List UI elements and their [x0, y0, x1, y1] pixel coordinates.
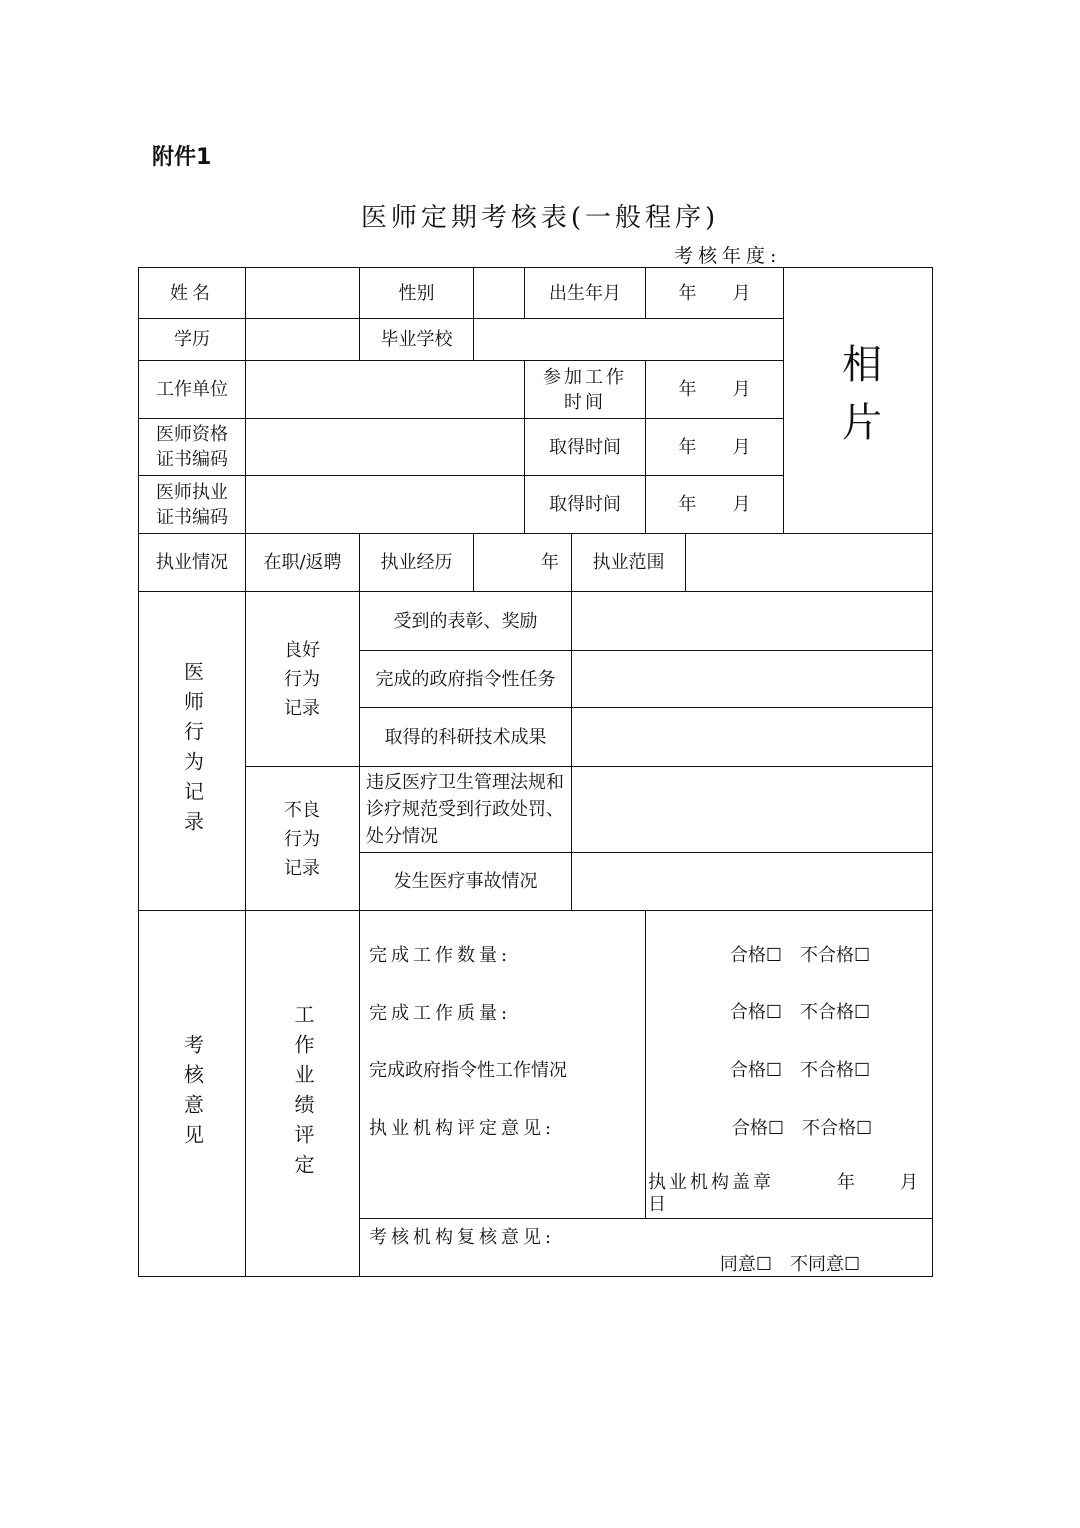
assessment-year-label: 考核年度:	[674, 245, 782, 267]
review-opinion-label: 考核机构复核意见:	[369, 1226, 556, 1248]
government-work-label: 完成政府指令性工作情况	[369, 1059, 567, 1081]
government-tasks-field[interactable]	[572, 651, 932, 707]
cert-qualification-label: 医师资格证书编码	[156, 424, 228, 470]
experience-field[interactable]: 年	[541, 552, 559, 573]
institution-seal-line: 执业机构盖章 年 月日	[648, 1172, 921, 1215]
work-start-field[interactable]: 年 月	[678, 379, 751, 400]
photo-area[interactable]	[784, 268, 932, 533]
table-line	[359, 1218, 933, 1219]
experience-label: 执业经历	[380, 552, 453, 573]
good-item-research: 取得的科研技术成果	[384, 726, 547, 748]
good-item-government-tasks: 完成的政府指令性任务	[375, 668, 556, 690]
awards-field[interactable]	[572, 592, 932, 650]
cert-qualification-field[interactable]	[246, 419, 524, 475]
school-label: 毕业学校	[380, 329, 453, 350]
birth-field[interactable]: 年 月	[678, 282, 751, 304]
assessment-section-label: 考核意见	[180, 1033, 205, 1154]
cert-practice-label: 医师执业证书编码	[156, 481, 228, 528]
photo-label: 相片	[835, 342, 882, 459]
practice-obtain-label: 取得时间	[549, 494, 621, 515]
cert-practice-field[interactable]	[246, 476, 524, 533]
review-opinion-result[interactable]: 同意☐ 不同意☐	[719, 1253, 861, 1275]
workplace-field[interactable]	[246, 361, 524, 418]
bad-item-accidents: 发生医疗事故情况	[393, 871, 538, 892]
work-quality-label: 完成工作质量:	[369, 1002, 512, 1024]
violations-field[interactable]	[572, 767, 932, 852]
work-quantity-result[interactable]: 合格☐ 不合格☐	[729, 944, 871, 966]
practice-obtain-field[interactable]: 年 月	[678, 494, 751, 515]
practice-label: 执业情况	[156, 552, 228, 573]
table-line	[645, 910, 646, 1219]
bad-record-label: 不良行为记录	[284, 799, 320, 879]
government-work-result[interactable]: 合格☐ 不合格☐	[729, 1059, 871, 1081]
good-item-awards: 受到的表彰、奖励	[393, 610, 538, 632]
education-field[interactable]	[246, 319, 359, 360]
page-title: 医师定期考核表(一般程序)	[360, 203, 720, 233]
performance-label: 工作业绩评定	[291, 1003, 315, 1184]
birth-label: 出生年月	[549, 282, 621, 304]
bad-item-violations: 违反医疗卫生管理法规和诊疗规范受到行政处罚、处分情况	[366, 772, 564, 847]
workplace-label: 工作单位	[156, 379, 228, 400]
table-line	[932, 267, 933, 1277]
research-field[interactable]	[572, 708, 932, 766]
work-quality-result[interactable]: 合格☐ 不合格☐	[729, 1001, 871, 1023]
behavior-section-label: 医师行为记录	[180, 661, 205, 841]
scope-field[interactable]	[686, 534, 932, 591]
school-field[interactable]	[474, 319, 783, 360]
gender-label: 性别	[398, 282, 435, 304]
accidents-field[interactable]	[572, 853, 932, 910]
institution-opinion-label: 执业机构评定意见:	[369, 1117, 556, 1139]
work-start-label: 参加工作时间	[543, 366, 627, 413]
qualification-obtain-label: 取得时间	[549, 436, 621, 458]
name-field[interactable]	[246, 268, 359, 318]
education-label: 学历	[174, 329, 210, 350]
institution-opinion-result[interactable]: 合格☐ 不合格☐	[731, 1117, 873, 1139]
gender-field[interactable]	[474, 268, 524, 318]
attachment-label: 附件1	[152, 145, 212, 170]
good-record-label: 良好行为记录	[284, 639, 320, 719]
practice-status[interactable]: 在职/返聘	[263, 552, 342, 573]
qualification-obtain-field[interactable]: 年 月	[678, 436, 751, 458]
scope-label: 执业范围	[592, 552, 665, 573]
work-quantity-label: 完成工作数量:	[369, 944, 512, 966]
name-label: 姓名	[170, 282, 214, 304]
